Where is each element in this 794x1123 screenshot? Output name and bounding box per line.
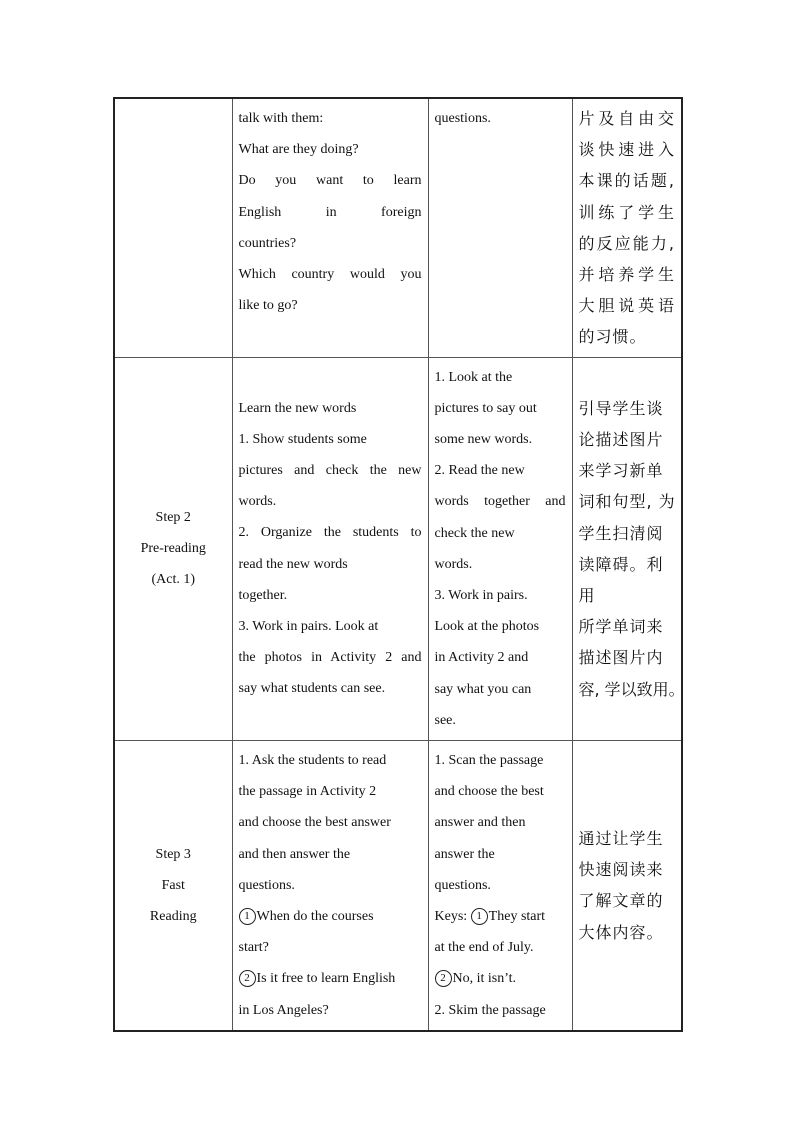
text-line: 2. Skim the passage (434, 1002, 546, 1018)
teacher-activity-cell (232, 357, 428, 740)
circled-number: 1 (239, 908, 256, 925)
text-line (239, 963, 422, 994)
question-text: When do the courses (256, 909, 374, 925)
text-line: 容, 学以致用。 (578, 679, 685, 699)
text-line: 1. Ask the students to read (238, 753, 387, 769)
text-line: 并培养学生 (578, 265, 675, 285)
text-line (435, 901, 566, 932)
text-line: questions. (434, 111, 491, 126)
step-cell (114, 357, 232, 740)
student-activity-cell (428, 741, 572, 1031)
text-line: Which country would you (238, 267, 422, 283)
text-line: 2. Read the new (434, 463, 525, 479)
step-title: Step 2 (155, 510, 191, 526)
text-line: some new words. (434, 432, 533, 448)
question-text: Is it free to learn English (256, 971, 396, 987)
student-activity-cell (428, 98, 572, 357)
table-row (114, 741, 682, 1031)
step-subtitle: Pre-reading (140, 541, 206, 557)
text-line: countries? (238, 235, 297, 251)
text-line: 所学单词来 (578, 617, 664, 637)
step-subtitle: Fast (161, 877, 185, 893)
table-row (114, 98, 682, 357)
text-line: 的习惯。 (578, 327, 647, 347)
text-line: 大胆说英语 (578, 296, 675, 316)
text-line: answer the (434, 846, 495, 862)
text-line: 1. Scan the passage (434, 753, 544, 769)
text-line: questions. (238, 877, 295, 893)
text-line: 2. Organize the students to (238, 525, 422, 541)
step-activity: (Act. 1) (151, 572, 196, 588)
text-line: say what students can see. (238, 681, 386, 697)
text-line: 快速阅读来 (578, 860, 664, 880)
text-line: pictures and check the new (238, 463, 422, 479)
text-line: 来学习新单 (578, 461, 664, 481)
text-line: 论描述图片 (578, 430, 664, 450)
text-line: together. (238, 587, 288, 603)
answer-key: Keys: 1 They start (434, 909, 546, 925)
text-line: 大体内容。 (578, 922, 664, 942)
text-line: see. (434, 712, 456, 728)
text-line: say what you can (434, 681, 532, 697)
text-line: and choose the best answer (238, 815, 391, 831)
circled-number: 2 (239, 970, 256, 987)
text-line: 片及自由交 (578, 109, 675, 128)
text-line (435, 963, 566, 994)
text-line: in Activity 2 and (434, 650, 529, 666)
text-line: pictures to say out (434, 400, 537, 416)
text-line: like to go? (238, 298, 298, 314)
text-line: Learn the new words (238, 400, 357, 416)
text-line: words. (434, 556, 473, 572)
answer-text: No, it isn’t. (452, 971, 517, 987)
text-line: What are they doing? (238, 142, 359, 158)
text-line: words together and (434, 494, 566, 510)
student-activity-cell (428, 357, 572, 740)
step-activity: Reading (149, 909, 197, 925)
text-line: 1. Show students some (238, 431, 367, 447)
text-line: Look at the photos (434, 619, 540, 635)
text-line: questions. (434, 877, 491, 893)
text-line: and choose the best (434, 784, 544, 800)
text-line: 词和句型, 为 (578, 492, 676, 512)
text-line: at the end of July. (434, 940, 534, 956)
lesson-plan-table (113, 97, 683, 1032)
text-line: start? (238, 940, 269, 956)
design-intent-cell (572, 98, 682, 357)
text-line: words. (238, 494, 277, 510)
text-line: 训练了学生 (578, 202, 675, 222)
text-line (239, 901, 422, 932)
text-line: in Los Angeles? (238, 1002, 329, 1018)
design-intent-cell (572, 741, 682, 1031)
text-line: 3. Work in pairs. (434, 588, 528, 604)
step-title: Step 3 (155, 846, 191, 862)
text-line: Do you want to learn (238, 173, 422, 189)
text-line: 本课的话题, (578, 171, 675, 191)
step-cell (114, 98, 232, 357)
text-line: 了解文章的 (578, 891, 664, 911)
text-line: talk with them: (238, 111, 324, 126)
text-line: 引导学生谈 (578, 398, 664, 418)
teacher-activity-cell (232, 98, 428, 357)
text-line: 通过让学生 (578, 829, 664, 849)
text-line: read the new words (238, 556, 348, 572)
text-line: and then answer the (238, 846, 351, 862)
text-line: the passage in Activity 2 (238, 784, 377, 800)
text-line: answer and then (434, 815, 526, 831)
teacher-activity-cell (232, 741, 428, 1031)
text-line: English in foreign (238, 204, 422, 220)
text-line: 谈快速进入 (578, 140, 675, 160)
design-intent-cell (572, 357, 685, 740)
text-line: 3. Work in pairs. Look at (238, 619, 379, 635)
step-cell (114, 741, 232, 1031)
text-line: 读障碍。利用 (578, 554, 664, 606)
circled-number: 2 (435, 970, 452, 987)
circled-number: 1 (471, 908, 488, 925)
table-row (114, 357, 682, 740)
text-line: 学生扫清阅 (578, 523, 664, 543)
text-line: 1. Look at the (434, 369, 513, 385)
text-line: 的反应能力, (578, 233, 675, 253)
text-line: the photos in Activity 2 and (238, 650, 422, 666)
text-line: 描述图片内 (578, 648, 664, 668)
text-line: check the new (434, 525, 515, 541)
